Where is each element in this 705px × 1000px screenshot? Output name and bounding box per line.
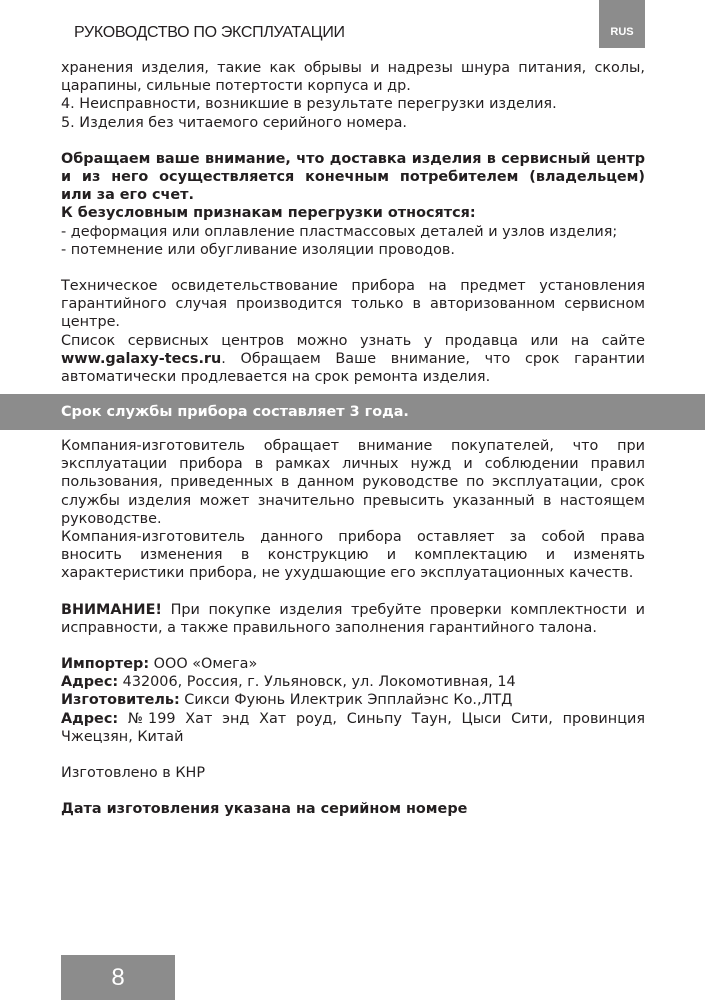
document-header-title: РУКОВОДСТВО ПО ЭКСПЛУАТАЦИИ [74, 24, 345, 41]
importer-label: Импортер: [61, 656, 150, 673]
service-list-suffix: . Обращаем Ваше внимание, что срок гарантии автоматически продлевается на срок ремонта изделия. [61, 350, 645, 386]
address-value: №199 Хат энд Хат роуд, Синьпу Таун, Цыси Сити, провинция Чжецзян, Китай [61, 710, 645, 745]
service-life-paragraph: Компания-изготовитель обращает внимание покупателей, что при эксплуатации прибора в рамках личных нужд и соблюдении правил пользования, приведенных в данном руководстве по эксплуатации, срок службы изделия может значительно превысить указанный в настоящем руководстве. [61, 438, 645, 527]
delivery-note: Обращаем ваше внимание, что доставка изделия в сервисный центр и из него осуществляется конечным потребителем (владельцем) или за его счет. [61, 150, 645, 204]
overload-heading: К безусловным признакам перегрузки относятся: [61, 205, 476, 222]
design-changes-paragraph: Компания-изготовитель данного прибора оставляет за собой права вносить изменения в конструкцию и комплектацию и изменять характеристики прибора, не ухудшающие его эксплуатационных качеств. [61, 529, 645, 582]
exclusion-item-4: 4. Неисправности, возникшие в результате перегрузки изделия. [61, 96, 557, 113]
address-label: Адрес: [61, 674, 119, 691]
page-number: 8 [61, 955, 175, 1000]
exclusion-continuation: хранения изделия, такие как обрывы и надрезы шнура питания, сколы, царапины, сильные потертости корпуса и др. [61, 60, 645, 95]
importer-value: ООО «Омега» [149, 656, 258, 673]
website-link[interactable]: www.galaxy-tecs.ru [61, 350, 222, 367]
made-in-line: Изготовлено в КНР [61, 765, 206, 782]
address-value: 432006, Россия, г. Ульяновск, ул. Локомотивная, 14 [118, 674, 516, 691]
manufacture-date-note: Дата изготовления указана на серийном номере [61, 801, 468, 818]
language-tab: RUS [599, 0, 645, 48]
manufacturer-section [61, 437, 645, 818]
address-label: Адрес: [61, 710, 119, 727]
overload-item: - деформация или оплавление пластмассовых деталей и узлов изделия; [61, 223, 618, 240]
manufacturer-label: Изготовитель: [61, 692, 180, 709]
service-list-paragraph [61, 332, 645, 387]
service-list-prefix: Список сервисных центров можно узнать у продавца или на сайте [61, 332, 645, 349]
service-life-banner [0, 394, 705, 430]
importer-line [61, 655, 645, 673]
warranty-section [61, 59, 645, 386]
exclusion-item-5: 5. Изделия без читаемого серийного номера. [61, 114, 407, 131]
attention-paragraph [61, 601, 645, 637]
service-life-text: Срок службы прибора составляет 3 года. [61, 404, 409, 420]
importer-address-line [61, 673, 645, 691]
inspection-paragraph: Техническое освидетельствование прибора на предмет установления гарантийного случая производится только в авторизованном сервисном центре. [61, 278, 645, 331]
manufacturer-address-line [61, 710, 645, 746]
attention-label: ВНИМАНИЕ! [61, 601, 162, 618]
manufacturer-value: Сикси Фуюнь Илектрик Эпплайэнс Ко.,ЛТД [179, 692, 513, 709]
attention-text: При покупке изделия требуйте проверки комплектности и исправности, а также правильного заполнения гарантийного талона. [61, 601, 645, 636]
manufacturer-line [61, 691, 645, 709]
overload-item: - потемнение или обугливание изоляции проводов. [61, 241, 455, 258]
